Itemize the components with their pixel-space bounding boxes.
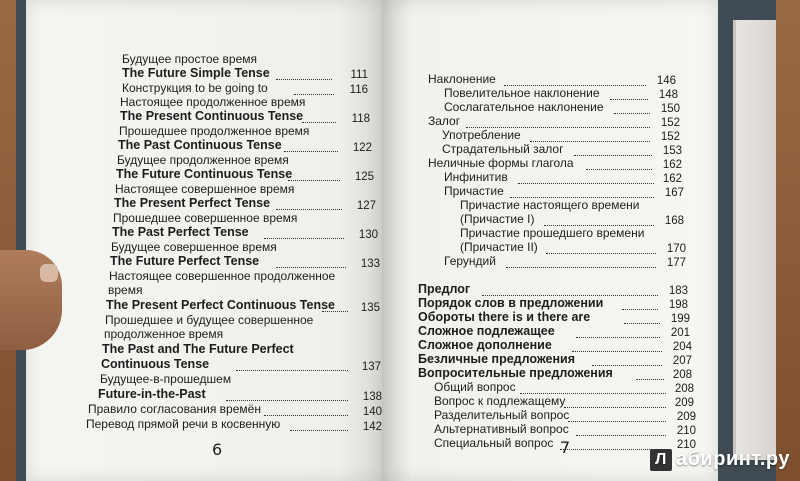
leader-dots [568, 421, 666, 422]
leader-dots [624, 323, 660, 324]
toc-entry: Сложное дополнение [418, 338, 552, 352]
toc-entry: Причастие настоящего времени [460, 198, 640, 212]
leader-dots [518, 183, 654, 184]
toc-entry: The Future Continuous Tense [116, 167, 293, 181]
toc-entry: Прошедшее продолженное время [119, 124, 310, 138]
toc-entry: Настоящее совершенное время [115, 182, 295, 196]
leader-dots [264, 238, 344, 239]
toc-entry: Употребление [442, 128, 521, 142]
page-ref: 177 [666, 257, 686, 269]
page-ref: 209 [674, 397, 694, 409]
toc-entry: время [108, 283, 143, 297]
thumbnail-nail [40, 264, 58, 282]
page-ref: 111 [350, 69, 368, 81]
page-ref: 170 [666, 243, 686, 255]
page-ref: 168 [664, 215, 684, 227]
toc-entry: Настоящее совершенное продолженное [109, 269, 336, 283]
toc-entry: Будущее продолженное время [117, 153, 289, 167]
toc-entry: The Future Simple Tense [122, 66, 270, 80]
toc-entry: The Present Perfect Tense [114, 196, 271, 210]
leader-dots [276, 79, 332, 80]
leader-dots [614, 113, 650, 114]
left-page [26, 0, 383, 481]
page-ref: 150 [660, 103, 680, 115]
leader-dots [610, 99, 648, 100]
page-number: 7 [560, 438, 571, 457]
leader-dots [586, 169, 652, 170]
toc-entry: Общий вопрос [434, 380, 516, 394]
toc-entry: Continuous Tense [101, 357, 210, 371]
watermark-text: абиринт.ру [675, 448, 790, 470]
toc-entry: Разделительный вопрос [434, 408, 570, 422]
toc-entry: Настоящее продолженное время [120, 95, 306, 109]
page-ref: 138 [362, 391, 382, 403]
toc-entry: Будущее-в-прошедшем [100, 372, 232, 386]
toc-entry: Порядок слов в предложении [418, 296, 604, 310]
page-ref: 152 [660, 131, 680, 143]
toc-entry: Повелительное наклонение [444, 86, 600, 100]
toc-entry: The Present Perfect Continuous Tense [106, 298, 335, 312]
book-edge [733, 20, 776, 460]
page-ref: 116 [349, 84, 368, 96]
toc-entry: Обороты there is и there are [418, 310, 591, 324]
leader-dots [236, 370, 348, 371]
page-ref: 135 [360, 302, 380, 314]
toc-entry: (Причастие I) [460, 212, 535, 226]
leader-dots [322, 311, 348, 312]
leader-dots [546, 253, 656, 254]
right-page [382, 0, 718, 481]
toc-entry: Будущее совершенное время [111, 240, 277, 254]
leader-dots [290, 430, 348, 431]
leader-dots [288, 180, 340, 181]
toc-entry: Наклонение [428, 72, 496, 86]
toc-entry: Неличные формы глагола [428, 156, 574, 170]
toc-entry: Инфинитив [444, 170, 508, 184]
page-ref: 210 [676, 439, 696, 451]
toc-entry: Специальный вопрос [434, 436, 554, 450]
page-ref: 153 [662, 145, 682, 157]
page-ref: 148 [658, 89, 678, 101]
leader-dots [264, 415, 348, 416]
page-ref: 201 [670, 327, 690, 339]
page-ref: 133 [360, 258, 380, 270]
page-number: 6 [212, 440, 223, 459]
toc-entry: Герундий [444, 254, 496, 268]
toc-entry: Альтернативный вопрос [434, 422, 569, 436]
page-ref: 199 [670, 313, 690, 325]
leader-dots [622, 309, 658, 310]
page-ref: 204 [672, 341, 692, 353]
toc-entry: Прошедшее совершенное время [113, 211, 298, 225]
page-ref: 152 [660, 117, 680, 129]
page-ref: 210 [676, 425, 696, 437]
toc-entry: Причастие прошедшего времени [460, 226, 645, 240]
leader-dots [564, 407, 666, 408]
toc-entry: The Present Continuous Tense [120, 109, 304, 123]
page-ref: 167 [664, 187, 684, 199]
leader-dots [302, 122, 336, 123]
toc-entry: продолженное время [104, 327, 224, 341]
toc-entry: Вопрос к подлежащему [434, 394, 566, 408]
toc-entry: The Past Continuous Tense [118, 138, 282, 152]
toc-entry: Причастие [444, 184, 504, 198]
toc-entry: Сложное подлежащее [418, 324, 555, 338]
toc-entry: Безличные предложения [418, 352, 576, 366]
leader-dots [276, 209, 342, 210]
page-ref: 207 [672, 355, 692, 367]
toc-entry: Залог [428, 114, 461, 128]
page-ref: 183 [668, 285, 688, 297]
leader-dots [284, 151, 338, 152]
toc-entry: The Past Perfect Tense [112, 225, 249, 239]
page-ref: 125 [354, 171, 374, 183]
page-ref: 198 [668, 299, 688, 311]
page-ref: 162 [662, 159, 682, 171]
leader-dots [506, 267, 656, 268]
page-ref: 209 [676, 411, 696, 423]
toc-entry: Future-in-the-Past [98, 387, 206, 401]
page-ref: 208 [672, 369, 692, 381]
toc-entry: Страдательный залог [442, 142, 564, 156]
toc-entry: Правило согласования времён [88, 402, 261, 416]
leader-dots [574, 155, 652, 156]
toc-entry: Сослагательное наклонение [444, 100, 604, 114]
page-ref: 146 [656, 75, 676, 87]
toc-entry: Будущее простое время [122, 52, 257, 66]
toc-entry: The Past and The Future Perfect [102, 342, 294, 356]
toc-entry: Вопросительные предложения [418, 366, 613, 380]
toc-entry: The Future Perfect Tense [110, 254, 260, 268]
page-ref: 142 [362, 421, 382, 433]
page-ref: 140 [362, 406, 382, 418]
toc-entry: (Причастие II) [460, 240, 538, 254]
page-ref: 118 [351, 113, 370, 125]
leader-dots [636, 379, 664, 380]
leader-dots [576, 337, 660, 338]
toc-entry: Конструкция to be going to [122, 81, 268, 95]
leader-dots [572, 351, 662, 352]
page-ref: 137 [361, 361, 381, 373]
labirint-logo-icon: Л [650, 449, 672, 471]
toc-entry: Предлог [418, 282, 471, 296]
leader-dots [226, 400, 348, 401]
leader-dots [276, 267, 346, 268]
toc-entry: Прошедшее и будущее совершенное [105, 313, 314, 327]
page-ref: 162 [662, 173, 682, 185]
page-ref: 122 [352, 142, 372, 154]
toc-entry: Перевод прямой речи в косвенную [86, 417, 281, 431]
page-ref: 130 [358, 229, 378, 241]
page-ref: 127 [356, 200, 376, 212]
leader-dots [576, 435, 666, 436]
page-ref: 208 [674, 383, 694, 395]
site-watermark [650, 448, 790, 471]
